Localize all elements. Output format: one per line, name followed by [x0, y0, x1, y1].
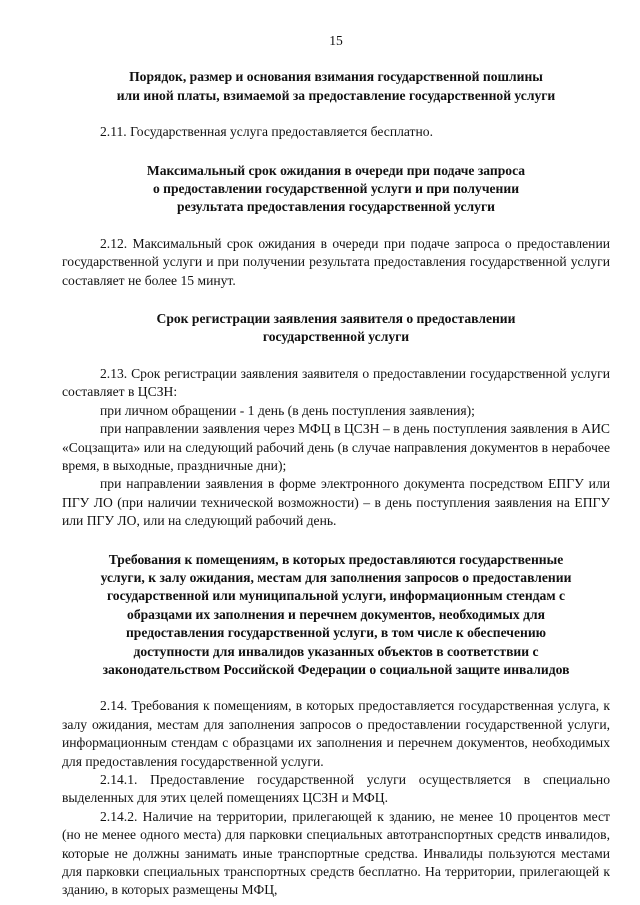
- section-heading-premises: [62, 551, 610, 680]
- page-number: 15: [329, 33, 343, 48]
- heading-line: услуги, к залу ожидания, местам для заполнения запросов о предоставлении: [100, 569, 572, 585]
- paragraph-2-14-2: 2.14.2. Наличие на территории, прилегающей к зданию, не менее 10 процентов мест (но не менее одного места) для парковки специальных автотранспортных средств инвалидов, которые не должны занимать иные транспортные средства. Инвалиды пользуются местами для парковки специальных транспортных средств бесплатно. На территории, прилегающей к зданию, в которых размещены МФЦ,: [62, 808, 610, 898]
- heading-line: Максимальный срок ожидания в очереди при подаче запроса: [146, 162, 526, 178]
- section-heading-fee: [62, 68, 610, 105]
- heading-line: предоставления государственной услуги, в том числе к обеспечению: [125, 625, 547, 641]
- heading-line: государственной или муниципальной услуги, информационным стендам с: [106, 588, 566, 604]
- paragraph-2-12: 2.12. Максимальный срок ожидания в очереди при подаче запроса о предоставлении государственной услуги и при получении результата предоставления государственной услуги составляет не более 15 минут.: [62, 235, 610, 288]
- paragraph-2-13-personal: при личном обращении - 1 день (в день поступления заявления);: [100, 402, 475, 418]
- section-heading-queue: [62, 162, 610, 217]
- heading-line: законодательством Российской Федерации о социальной защите инвалидов: [102, 661, 570, 677]
- heading-line: Порядок, размер и основания взимания государственной пошлины: [129, 69, 543, 85]
- document-page: [62, 32, 610, 900]
- paragraph-2-14-1: 2.14.1. Предоставление государственной услуги осуществляется в специально выделенных для этих целей помещениях ЦСЗН и МФЦ.: [62, 772, 610, 806]
- heading-line: государственной услуги: [262, 329, 410, 345]
- heading-line: о предоставлении государственной услуги и при получении: [152, 181, 520, 197]
- section-heading-registration: [62, 310, 610, 347]
- paragraph-2-13: 2.13. Срок регистрации заявления заявителя о предоставлении государственной услуги составляет в ЦСЗН:: [62, 365, 610, 400]
- heading-line: результата предоставления государственной услуги: [177, 199, 495, 215]
- paragraph-2-11: 2.11. Государственная услуга предоставляется бесплатно.: [100, 124, 433, 140]
- heading-line: или иной платы, взимаемой за предоставление государственной услуги: [116, 87, 556, 103]
- paragraph-2-13-mfc: при направлении заявления через МФЦ в ЦСЗН – в день поступления заявления в АИС «Соцзащита» или на следующий рабочий день (в случае направления документов в нерабочее время, в выходные, праздничные дни);: [62, 421, 610, 473]
- heading-line: доступности для инвалидов указанных объектов в соответствии с: [133, 643, 539, 659]
- paragraph-2-13-electronic: при направлении заявления в форме электронного документа посредством ЕПГУ или ПГУ ЛО (при наличии технической возможности) – в день поступления заявления на ЕПГУ или ПГУ ЛО, или на следующий рабочий день.: [62, 476, 610, 529]
- heading-line: Требования к помещениям, в которых предоставляются государственные: [108, 551, 564, 567]
- heading-line: Срок регистрации заявления заявителя о предоставлении: [156, 311, 516, 327]
- heading-line: образцами их заполнения и перечнем документов, необходимых для: [127, 606, 545, 622]
- paragraph-2-14: 2.14. Требования к помещениям, в которых предоставляется государственная услуга, к залу ожидания, местам для заполнения запросов о предоставлении государственной услуги, информационным стендам с образцами их заполнения и перечнем документов, необходимых для предоставления государственной услуги.: [62, 698, 610, 769]
